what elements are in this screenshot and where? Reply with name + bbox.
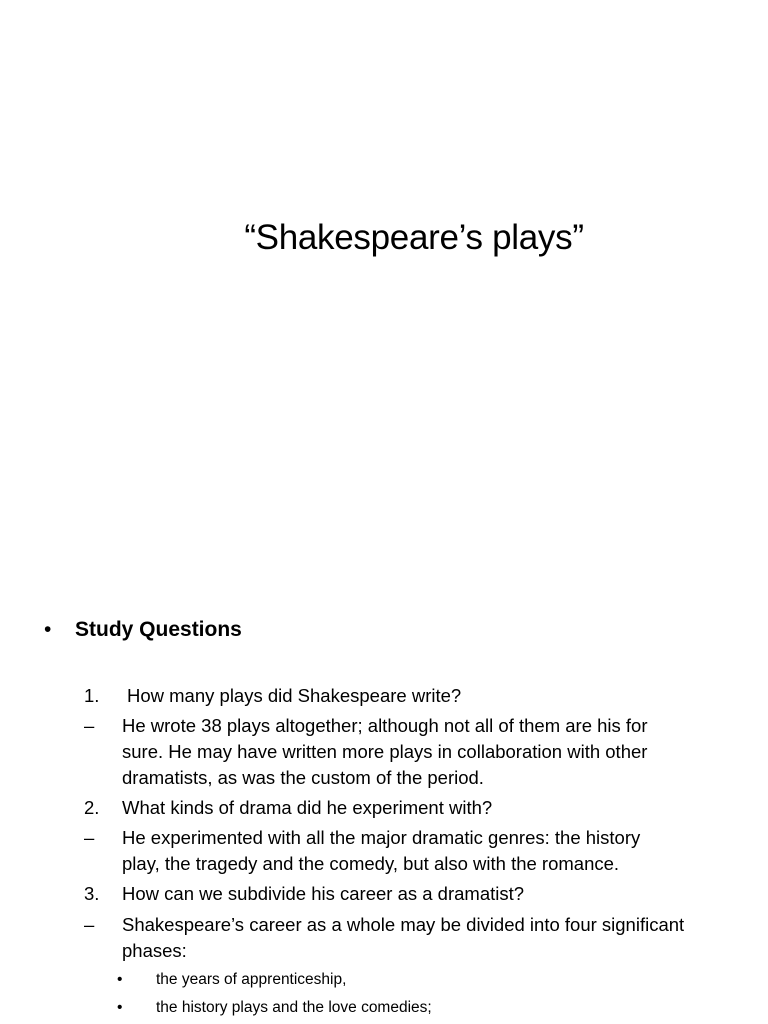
dash-marker: – bbox=[84, 914, 95, 935]
answer-text: Shakespeare’s career as a whole may be divided into four significant bbox=[122, 914, 685, 935]
bullet: • bbox=[117, 999, 123, 1016]
answer-text: sure. He may have written more plays in collaboration with other bbox=[122, 741, 648, 762]
list-number: 3. bbox=[84, 883, 100, 904]
list-number: 1. bbox=[84, 685, 100, 706]
phase-text: the history plays and the love comedies; bbox=[156, 999, 432, 1016]
question-text: How many plays did Shakespeare write? bbox=[127, 685, 462, 706]
section-heading-text: Study Questions bbox=[75, 618, 242, 641]
dash-marker: – bbox=[84, 827, 95, 848]
answer-text: He experimented with all the major dramatic genres: the history bbox=[122, 827, 641, 848]
section-heading bbox=[44, 618, 242, 642]
phase-text: the years of apprenticeship, bbox=[156, 971, 347, 988]
answer-text: phases: bbox=[122, 940, 187, 961]
list-number: 2. bbox=[84, 797, 100, 818]
answer-text: play, the tragedy and the comedy, but also with the romance. bbox=[122, 853, 620, 874]
dash-marker: – bbox=[84, 715, 95, 736]
question-text: How can we subdivide his career as a dramatist? bbox=[122, 883, 525, 904]
bullet: • bbox=[44, 618, 52, 641]
bullet: • bbox=[117, 971, 123, 988]
answer-text: dramatists, as was the custom of the period. bbox=[122, 767, 484, 788]
answer-text: He wrote 38 plays altogether; although not all of them are his for bbox=[122, 715, 648, 736]
page-title: “Shakespeare’s plays” bbox=[244, 218, 584, 257]
question-text: What kinds of drama did he experiment with? bbox=[122, 797, 493, 818]
